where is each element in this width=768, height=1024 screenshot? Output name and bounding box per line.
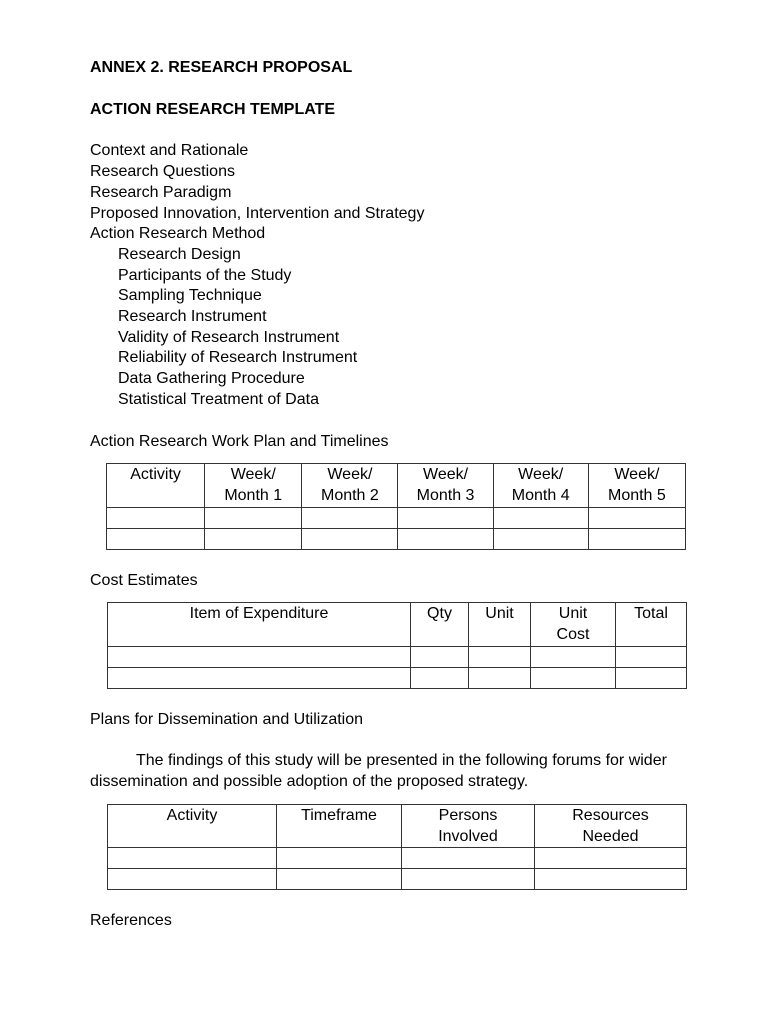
- method-item: Validity of Research Instrument: [118, 328, 340, 346]
- cost-table: [107, 602, 687, 688]
- table-cell[interactable]: [277, 869, 402, 890]
- table-cell[interactable]: [402, 869, 535, 890]
- outline-item: Action Research Method: [90, 225, 266, 243]
- annex-title: ANNEX 2. RESEARCH PROPOSAL: [90, 59, 353, 76]
- table-cell[interactable]: [398, 507, 493, 528]
- table-cell[interactable]: [402, 848, 535, 869]
- table-row: [108, 667, 687, 688]
- method-item: Sampling Technique: [118, 287, 262, 305]
- table-cell[interactable]: [205, 528, 302, 549]
- work-plan-title: Action Research Work Plan and Timelines: [90, 432, 389, 450]
- outline-item: Research Questions: [90, 163, 235, 181]
- table-cell[interactable]: [469, 646, 531, 667]
- header-unit: Unit: [469, 603, 531, 646]
- table-cell[interactable]: [531, 646, 616, 667]
- header-total: Total: [616, 603, 687, 646]
- method-item: Research Instrument: [118, 308, 267, 326]
- table-cell[interactable]: [398, 528, 493, 549]
- table-cell[interactable]: [531, 667, 616, 688]
- dissemination-table: [107, 804, 687, 890]
- references-title: References: [90, 912, 172, 930]
- table-cell[interactable]: [108, 646, 411, 667]
- table-cell[interactable]: [616, 667, 687, 688]
- dissemination-paragraph: The findings of this study will be presented in the following forums for wider dissemination and possible adoption of the proposed strategy.: [90, 752, 667, 791]
- header-activity: Activity: [108, 804, 277, 847]
- table-cell[interactable]: [108, 848, 277, 869]
- method-item: Reliability of Research Instrument: [118, 349, 358, 367]
- table-cell[interactable]: [205, 507, 302, 528]
- table-row: [108, 848, 687, 869]
- table-header-row: [107, 464, 686, 507]
- table-cell[interactable]: [411, 646, 469, 667]
- table-row: [108, 646, 687, 667]
- table-header-row: [108, 603, 687, 646]
- table-cell[interactable]: [493, 507, 588, 528]
- header-month-5: Week/ Month 5: [588, 464, 685, 507]
- dissemination-title: Plans for Dissemination and Utilization: [90, 710, 364, 728]
- method-item: Research Design: [118, 245, 241, 263]
- table-cell[interactable]: [108, 667, 411, 688]
- table-row: [107, 507, 686, 528]
- header-timeframe: Timeframe: [277, 804, 402, 847]
- method-item: Participants of the Study: [118, 266, 292, 284]
- table-cell[interactable]: [588, 528, 685, 549]
- table-cell[interactable]: [535, 869, 687, 890]
- table-cell[interactable]: [277, 848, 402, 869]
- method-item: Data Gathering Procedure: [118, 370, 305, 388]
- header-resources-needed: Resources Needed: [535, 804, 687, 847]
- header-persons-involved: Persons Involved: [402, 804, 535, 847]
- outline-item: Proposed Innovation, Intervention and Strategy: [90, 204, 425, 222]
- table-cell[interactable]: [535, 848, 687, 869]
- method-item: Statistical Treatment of Data: [118, 390, 319, 408]
- table-cell[interactable]: [107, 507, 205, 528]
- table-cell[interactable]: [493, 528, 588, 549]
- template-title: ACTION RESEARCH TEMPLATE: [90, 100, 336, 118]
- header-month-3: Week/ Month 3: [398, 464, 493, 507]
- table-cell[interactable]: [302, 528, 398, 549]
- outline-item: Context and Rationale: [90, 142, 249, 160]
- header-activity: Activity: [107, 464, 205, 507]
- table-cell[interactable]: [588, 507, 685, 528]
- header-item: Item of Expenditure: [108, 603, 411, 646]
- header-unit-cost: Unit Cost: [531, 603, 616, 646]
- table-cell[interactable]: [616, 646, 687, 667]
- header-qty: Qty: [411, 603, 469, 646]
- table-row: [107, 528, 686, 549]
- header-month-1: Week/ Month 1: [205, 464, 302, 507]
- outline-list: [90, 141, 678, 410]
- work-plan-table: [106, 463, 686, 549]
- table-header-row: [108, 804, 687, 847]
- table-cell[interactable]: [469, 667, 531, 688]
- header-month-4: Week/ Month 4: [493, 464, 588, 507]
- table-row: [108, 869, 687, 890]
- cost-title: Cost Estimates: [90, 571, 198, 589]
- table-cell[interactable]: [108, 869, 277, 890]
- table-cell[interactable]: [107, 528, 205, 549]
- table-cell[interactable]: [411, 667, 469, 688]
- header-month-2: Week/ Month 2: [302, 464, 398, 507]
- table-cell[interactable]: [302, 507, 398, 528]
- outline-item: Research Paradigm: [90, 183, 232, 201]
